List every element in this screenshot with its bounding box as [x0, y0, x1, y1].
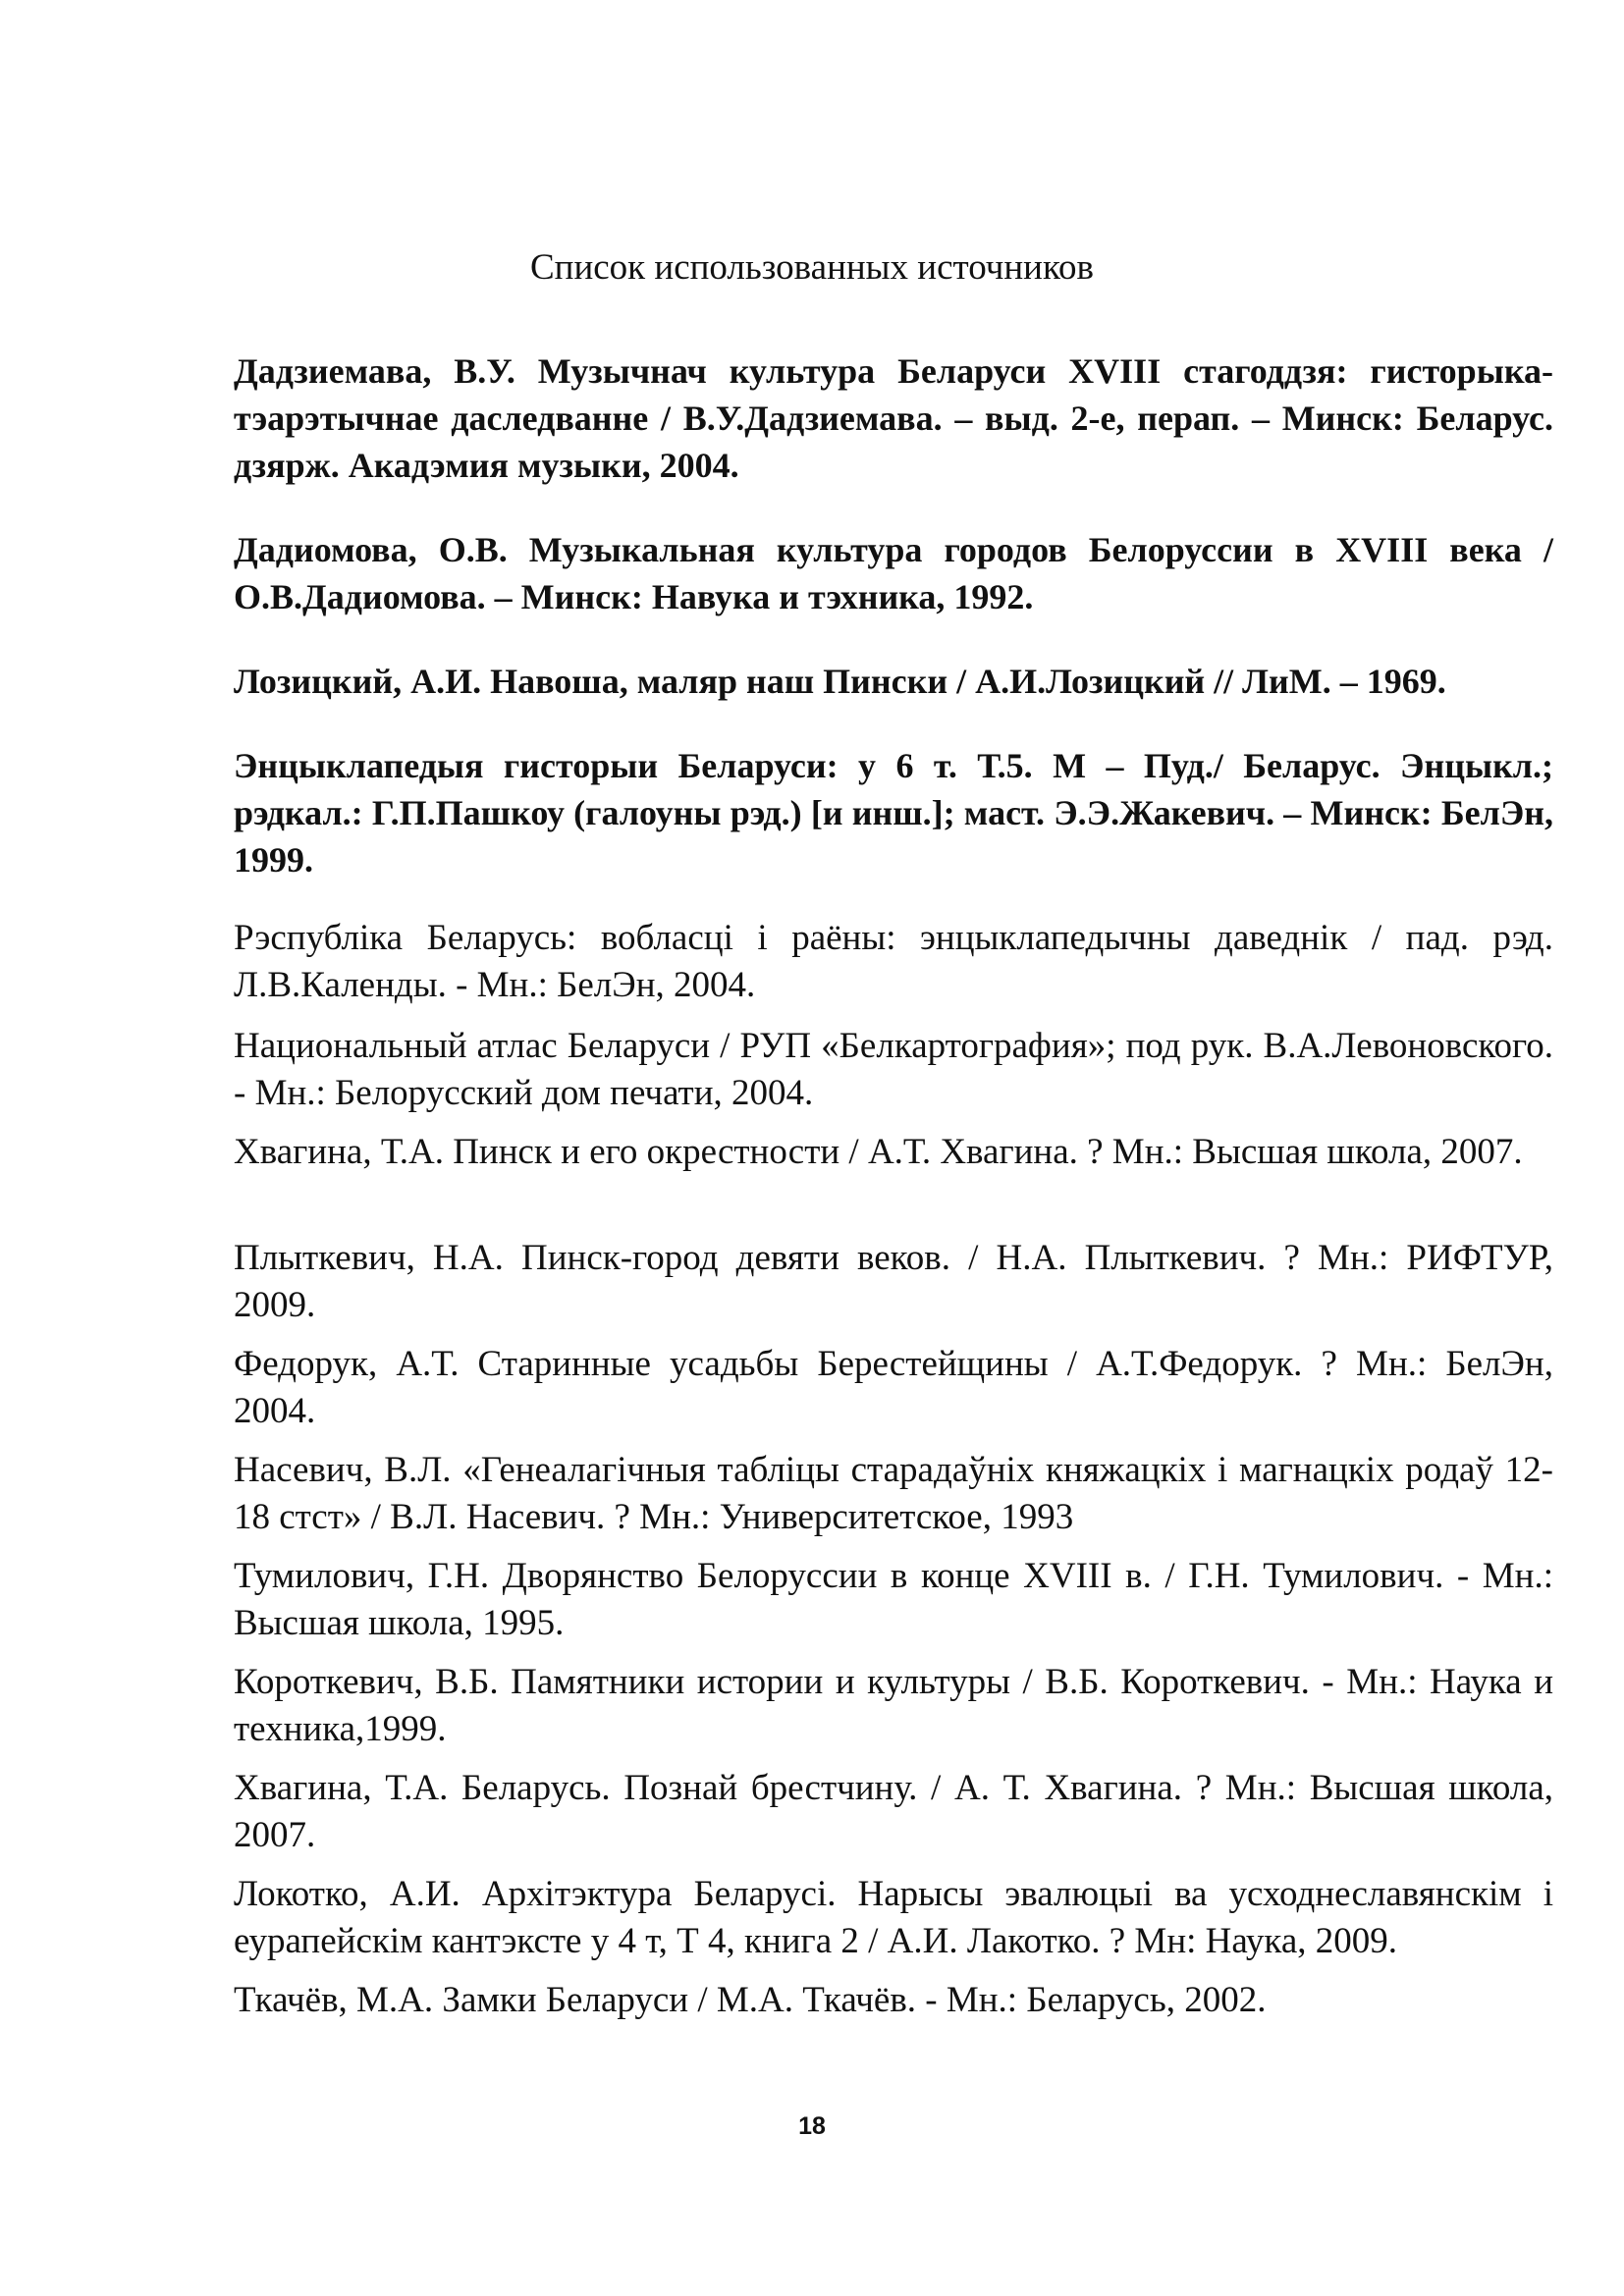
- reference-item-5: Рэспубліка Беларусь: вобласці і раёны: энцыклапедычны даведнік / пад. рэд. Л.В.Календы. - Мн.: БелЭн, 2004.: [234, 918, 1553, 1005]
- reference-item-3: Лозицкий, А.И. Навоша, маляр наш Пински / А.И.Лозицкий // ЛиМ. – 1969.: [234, 662, 1446, 701]
- reference-item-10: Насевич, В.Л. «Генеалагічныя табліцы старадаўніх княжацкіх і магнацкіх родаў 12-18 стст» / В.Л. Насевич. ? Мн.: Университетское, 1993: [234, 1450, 1553, 1537]
- reference-item-8: Плыткевич, Н.А. Пинск-город девяти веков. / Н.А. Плыткевич. ? Мн.: РИФТУР, 2009.: [234, 1238, 1553, 1325]
- reference-item-9: Федорук, А.Т. Старинные усадьбы Берестейщины / А.Т.Федорук. ? Мн.: БелЭн, 2004.: [234, 1344, 1553, 1431]
- reference-item-1: Дадзиемава, В.У. Музычнач культура Беларуси XVIII стагоддзя: гисторыка-тэарэтычнае даследванне / В.У.Дадзиемава. – выд. 2-е, перап. – Минск: Беларус. дзярж. Акадэмия музыки, 2004.: [234, 351, 1553, 485]
- reference-item-2: Дадиомова, О.В. Музыкальная культура городов Белоруссии в XVIII века / О.В.Дадиомова. – Минск: Навука и тэхника, 1992.: [234, 530, 1553, 616]
- reference-item-12: Короткевич, В.Б. Памятники истории и культуры / В.Б. Короткевич. - Мн.: Наука и техника,1999.: [234, 1662, 1553, 1749]
- reference-item-14: Локотко, А.И. Архітэктура Беларусі. Нарысы эвалюцыі ва усходнеславянскім і еурапейскім кантэксте у 4 т, Т 4, книга 2 / А.И. Лакотко. ? Мн: Наука, 2009.: [234, 1874, 1553, 1961]
- reference-item-15: Ткачёв, М.А. Замки Беларуси / М.А. Ткачёв. - Мн.: Беларусь, 2002.: [234, 1980, 1267, 2020]
- reference-item-11: Тумилович, Г.Н. Дворянство Белоруссии в конце XVIII в. / Г.Н. Тумилович. - Мн.: Высшая школа, 1995.: [234, 1556, 1553, 1643]
- page-number: 18: [798, 2112, 826, 2140]
- page-title: Список использованных источников: [529, 247, 1095, 288]
- reference-item-13: Хвагина, Т.А. Беларусь. Познай брестчину. / А. Т. Хвагина. ? Мн.: Высшая школа, 2007.: [234, 1768, 1553, 1855]
- reference-item-7: Хвагина, Т.А. Пинск и его окрестности / А.Т. Хвагина. ? Мн.: Высшая школа, 2007.: [234, 1132, 1523, 1172]
- reference-item-6: Национальный атлас Беларуси / РУП «Белкартография»; под рук. В.А.Левоновского. - Мн.: Белорусский дом печати, 2004.: [234, 1026, 1553, 1113]
- reference-item-4: Энцыклапедыя гисторыи Беларуси: у 6 т. Т.5. М – Пуд./ Беларус. Энцыкл.; рэдкал.: Г.П.Пашкоу (галоуны рэд.) [и инш.]; маст. Э.Э.Жакевич. – Минск: БелЭн, 1999.: [234, 746, 1553, 880]
